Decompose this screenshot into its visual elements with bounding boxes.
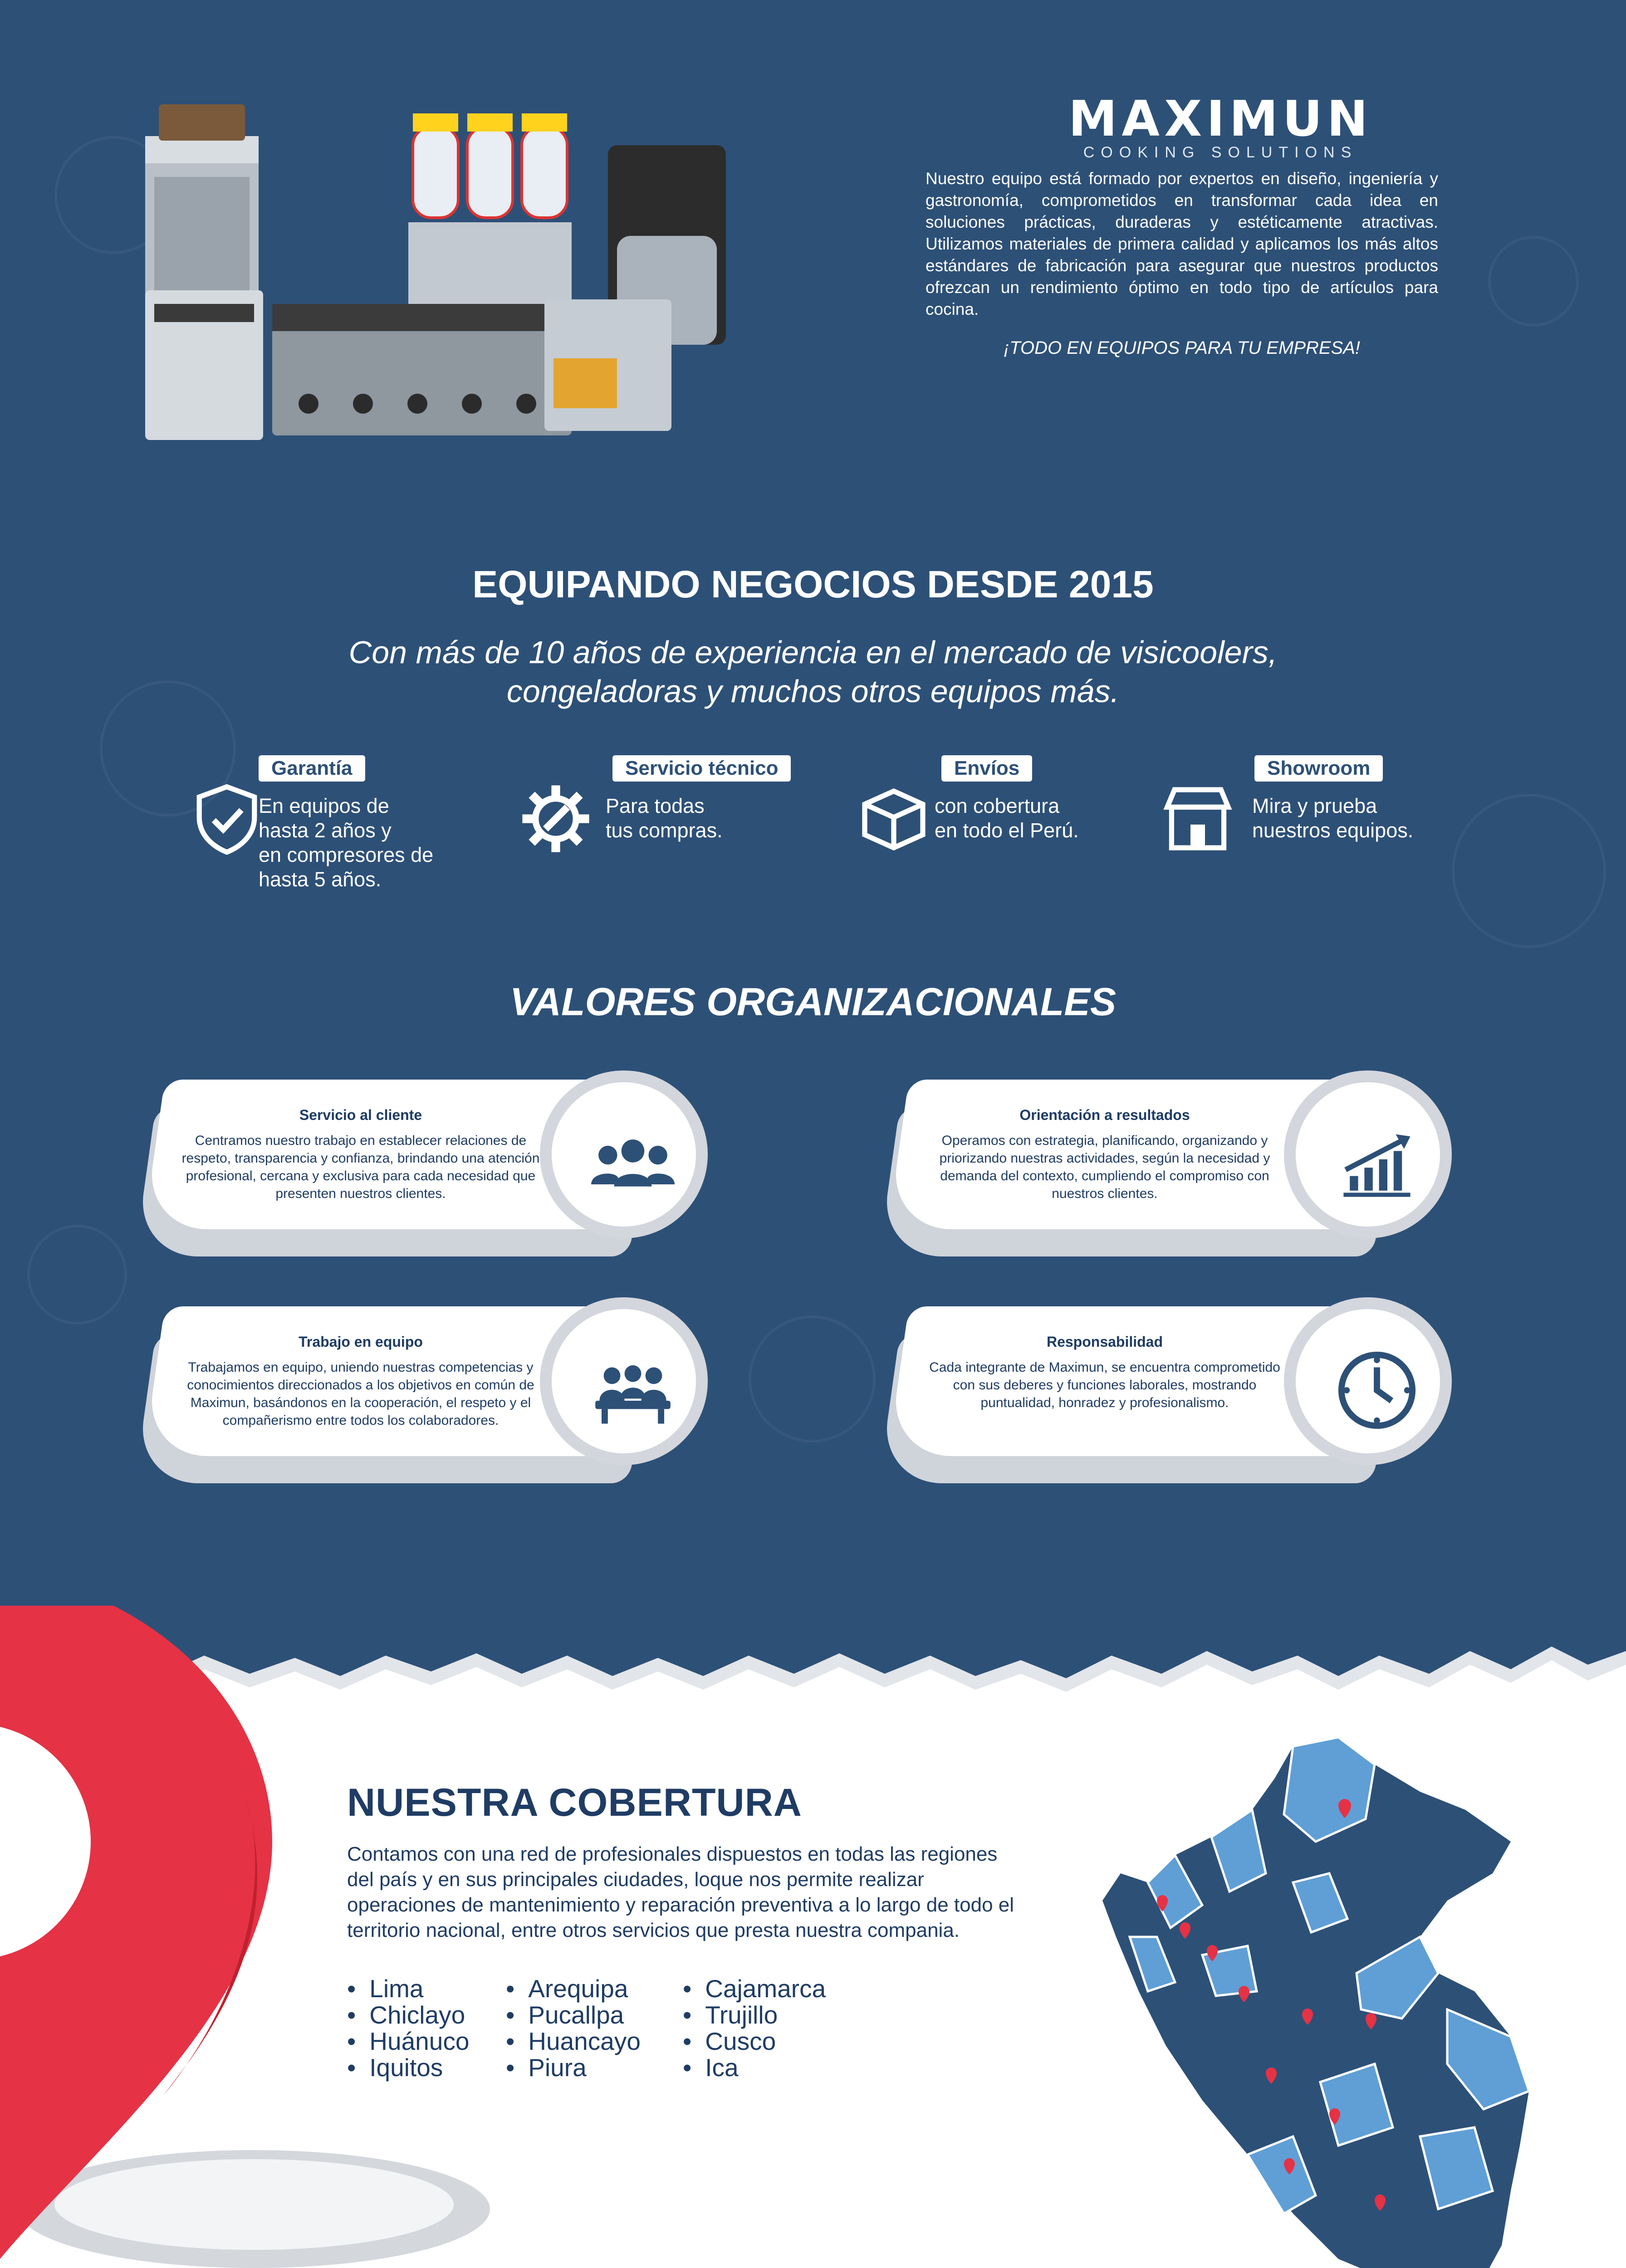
values-title: VALORES ORGANIZACIONALES [509,980,1117,1024]
value-card-results [889,1080,1434,1288]
feature-badge: Envíos [941,755,1032,782]
people-icon [581,1111,685,1216]
city-item: • Ica [683,2054,826,2081]
feature-text: En equipos de hasta 2 años y en compresores de hasta 5 años. [259,794,434,891]
coverage-title: NUESTRA COBERTURA [347,1781,802,1824]
feature-badge: Garantía [259,755,365,782]
city-item: • Lima [347,1975,469,2002]
store-icon [1161,782,1234,855]
value-card-responsibility [889,1306,1434,1515]
city-item: • Trujillo [683,2002,826,2028]
box-icon [857,782,930,855]
city-item: • Huánuco [347,2028,469,2054]
value-text: Operamos con estrategia, planificando, organizando y priorizando nuestras actividades, según la necesidad y demanda del contexto, cumpliendo el compromiso con nuestros clientes. [939,1133,1270,1201]
intro-text: Nuestro equipo está formado por expertos en diseño, ingeniería y gastronomía, comprometidos en transformar cada idea en soluciones prácticas, duraderas y estéticamente atractivas. Utilizamos materiales de primera calidad y aplicamos los más altos estándares de fabricación para asegurar que nuestros productos ofrezcan un rendimiento óptimo en todo tipo de artículos para cocina. [926,169,1438,318]
city-column-1 [347,1975,469,2081]
feature-showroom [1161,751,1443,887]
value-title: Servicio al cliente [299,1107,422,1123]
value-title: Trabajo en equipo [299,1334,423,1350]
city-item: • Cajamarca [683,1975,826,2002]
feature-shipping [857,751,1112,887]
feature-text: con cobertura en todo el Perú. [935,794,1079,842]
value-text: Centramos nuestro trabajo en establecer relaciones de respeto, transparencia y confianza, brindando una atención profesional, cercana y exclusiva para cada necesidad que presenten nuestros clientes. [181,1133,540,1201]
experience-subtitle: Con más de 10 años de experiencia en el mercado de visicoolers, congeladoras y muchos otros equipos más. [348,635,1278,709]
feature-warranty [191,751,472,891]
city-column-2 [506,1975,641,2081]
feature-badge: Servicio técnico [612,755,791,782]
feature-text: Mira y prueba nuestros equipos. [1252,794,1414,842]
feature-text: Para todas tus compras. [606,794,723,842]
growth-chart-icon [1325,1111,1429,1216]
brand-logo [1062,91,1379,161]
value-card-customer-service [145,1080,690,1288]
city-item: • Pucallpa [506,2002,641,2028]
city-item: • Iquitos [347,2054,469,2081]
clock-icon [1325,1338,1429,1442]
coverage-text: Contamos con una red de profesionales dispuestos en todas las regiones del país y en sus principales ciudades, loque nos permite realizar operaciones de mantenimiento y reparación preventiva a lo largo de todo el territorio nacional, entre otros servicios que presta nuestra compania. [347,1843,1014,1941]
feature-badge: Showroom [1254,755,1383,782]
city-item: • Piura [506,2054,641,2081]
city-column-3 [683,1975,826,2081]
city-item: • Huancayo [506,2028,641,2054]
city-item: • Cusco [683,2028,826,2054]
experience-title: EQUIPANDO NEGOCIOS DESDE 2015 [472,563,1154,606]
value-card-teamwork [145,1306,690,1515]
brand-name: MAXIMUN [1068,91,1373,147]
peru-coverage-map [1102,1737,1543,2268]
slogan: ¡TODO EN EQUIPOS PARA TU EMPRESA! [1003,338,1361,358]
value-text: Trabajamos en equipo, uniendo nuestras competencias y conocimientos direccionados a los objetivos en común de Maximun, basándonos en la cooperación, el respeto y el compañerismo entre todos los colaboradores. [187,1360,534,1428]
value-title: Orientación a resultados [1019,1107,1190,1123]
team-icon [581,1338,685,1442]
brand-tagline: COOKING SOLUTIONS [1083,144,1358,161]
value-text: Cada integrante de Maximun, se encuentra comprometido con sus deberes y funciones laborales, mostrando puntualidad, honradez y profesionalismo. [929,1360,1280,1410]
city-item: • Arequipa [506,1975,641,2002]
kitchen-equipment-image [136,86,726,476]
gear-wrench-icon [519,782,592,855]
shield-check-icon [191,782,263,855]
feature-service [519,751,792,887]
city-item: • Chiclayo [347,2002,469,2028]
value-title: Responsabilidad [1046,1334,1163,1350]
